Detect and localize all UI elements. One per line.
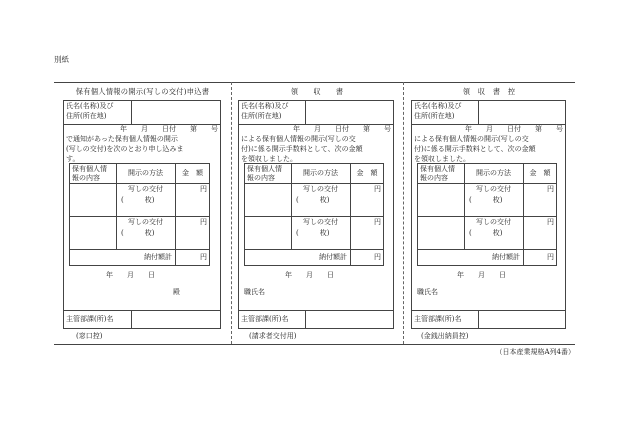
yen-row1: 円	[547, 185, 554, 193]
copy-label-row1: 写しの交付	[303, 185, 338, 193]
total-label: 納付額計	[492, 253, 520, 261]
cut-line-1	[231, 82, 232, 344]
body-line-3: を領収しました。	[414, 155, 470, 163]
total-label: 納付額計	[319, 253, 347, 261]
copy-label-row2: 写しの交付	[476, 218, 511, 226]
copy-label-row1: 写しの交付	[128, 185, 163, 193]
yen-total: 円	[374, 253, 381, 261]
amount-header: 金 額	[356, 169, 378, 177]
address-label: 住所(所在地)	[66, 112, 107, 120]
notice-date-line: 年 月 日付 第 号	[120, 125, 218, 133]
addressee-suffix: 殿	[173, 288, 180, 296]
notice-date-line: 年 月 日付 第 号	[293, 125, 391, 133]
copy-label-row2: 写しの交付	[303, 218, 338, 226]
body-line-1: で通知があった保有個人情報の開示	[66, 135, 178, 143]
yen-row2: 円	[374, 218, 381, 226]
method-header: 開示の方法	[128, 169, 163, 177]
copy-label-row2: 写しの交付	[128, 218, 163, 226]
body-line-2: 付)に係る開示手数料として、次の金額	[241, 145, 363, 153]
copy-note: (窓口控)	[76, 332, 103, 340]
name-address-field[interactable]	[307, 102, 392, 122]
issue-date: 年 月 日	[106, 271, 155, 279]
notice-date-line: 年 月 日付 第 号	[465, 125, 563, 133]
content-header-2: 報の内容	[247, 174, 275, 182]
body-line-2: 付)に係る開示手数料として、次の金額	[414, 145, 536, 153]
dept-label: 主管部課(所)名	[241, 315, 289, 323]
receipt-stub-title: 領 収 書 控	[462, 87, 516, 96]
issue-date: 年 月 日	[457, 271, 506, 279]
frame-bottom-border	[54, 344, 575, 345]
copy-label-row1: 写しの交付	[476, 185, 511, 193]
application-form-title: 保有個人情報の開示(写しの交付)申込書	[75, 87, 210, 96]
body-line-3: を領収しました。	[241, 155, 297, 163]
content-header: 保有個人情	[420, 165, 455, 173]
total-label: 納付額計	[144, 253, 172, 261]
yen-total: 円	[547, 253, 554, 261]
yen-row1: 円	[200, 185, 207, 193]
address-label: 住所(所在地)	[241, 112, 282, 120]
content-header-2: 報の内容	[420, 174, 448, 182]
dept-label: 主管部課(所)名	[66, 315, 114, 323]
body-line-1: による保有個人情報の開示(写しの交	[241, 135, 356, 143]
dept-field[interactable]	[307, 312, 392, 327]
issue-date: 年 月 日	[285, 271, 334, 279]
address-label: 住所(所在地)	[414, 112, 455, 120]
sheets-label-row2: ( 枚)	[296, 229, 330, 237]
yen-total: 円	[200, 253, 207, 261]
yen-row1: 円	[374, 185, 381, 193]
method-header: 開示の方法	[303, 169, 338, 177]
body-line-1: による保有個人情報の開示(写しの交	[414, 135, 529, 143]
amount-header: 金 額	[182, 169, 203, 177]
sheets-label-row1: ( 枚)	[469, 196, 503, 204]
dept-field[interactable]	[480, 312, 564, 327]
name-label: 氏名(名称)及び	[66, 102, 114, 110]
official-name-label: 職氏名	[417, 288, 438, 296]
official-name-label: 職氏名	[244, 288, 265, 296]
body-line-3: す。	[66, 155, 80, 163]
content-header: 保有個人情	[72, 165, 107, 173]
amount-header: 金 額	[529, 169, 551, 177]
copy-note: (金銭出納員控)	[421, 332, 469, 340]
attachment-label: 別紙	[54, 55, 69, 64]
frame-top-border	[54, 82, 575, 83]
receipt-form-title: 領 収 書	[290, 87, 344, 96]
yen-row2: 円	[200, 218, 207, 226]
name-label: 氏名(名称)及び	[414, 102, 462, 110]
paper-standard-note: （日本産業規格A列4番）	[495, 348, 575, 356]
yen-row2: 円	[547, 218, 554, 226]
method-header: 開示の方法	[476, 169, 511, 177]
name-label: 氏名(名称)及び	[241, 102, 289, 110]
copy-note: (請求者交付用)	[249, 332, 297, 340]
sheets-label-row2: ( 枚)	[469, 229, 503, 237]
dept-label: 主管部課(所)名	[414, 315, 462, 323]
dept-field[interactable]	[133, 312, 219, 327]
content-header: 保有個人情	[247, 165, 282, 173]
content-header-2: 報の内容	[72, 174, 100, 182]
sheets-label-row1: ( 枚)	[121, 196, 155, 204]
cut-line-2	[403, 82, 404, 344]
name-address-field[interactable]	[133, 102, 219, 122]
sheets-label-row2: ( 枚)	[121, 229, 155, 237]
sheets-label-row1: ( 枚)	[296, 196, 330, 204]
name-address-field[interactable]	[480, 102, 564, 122]
body-line-2: (写しの交付)を次のとおり申し込みま	[66, 145, 184, 153]
